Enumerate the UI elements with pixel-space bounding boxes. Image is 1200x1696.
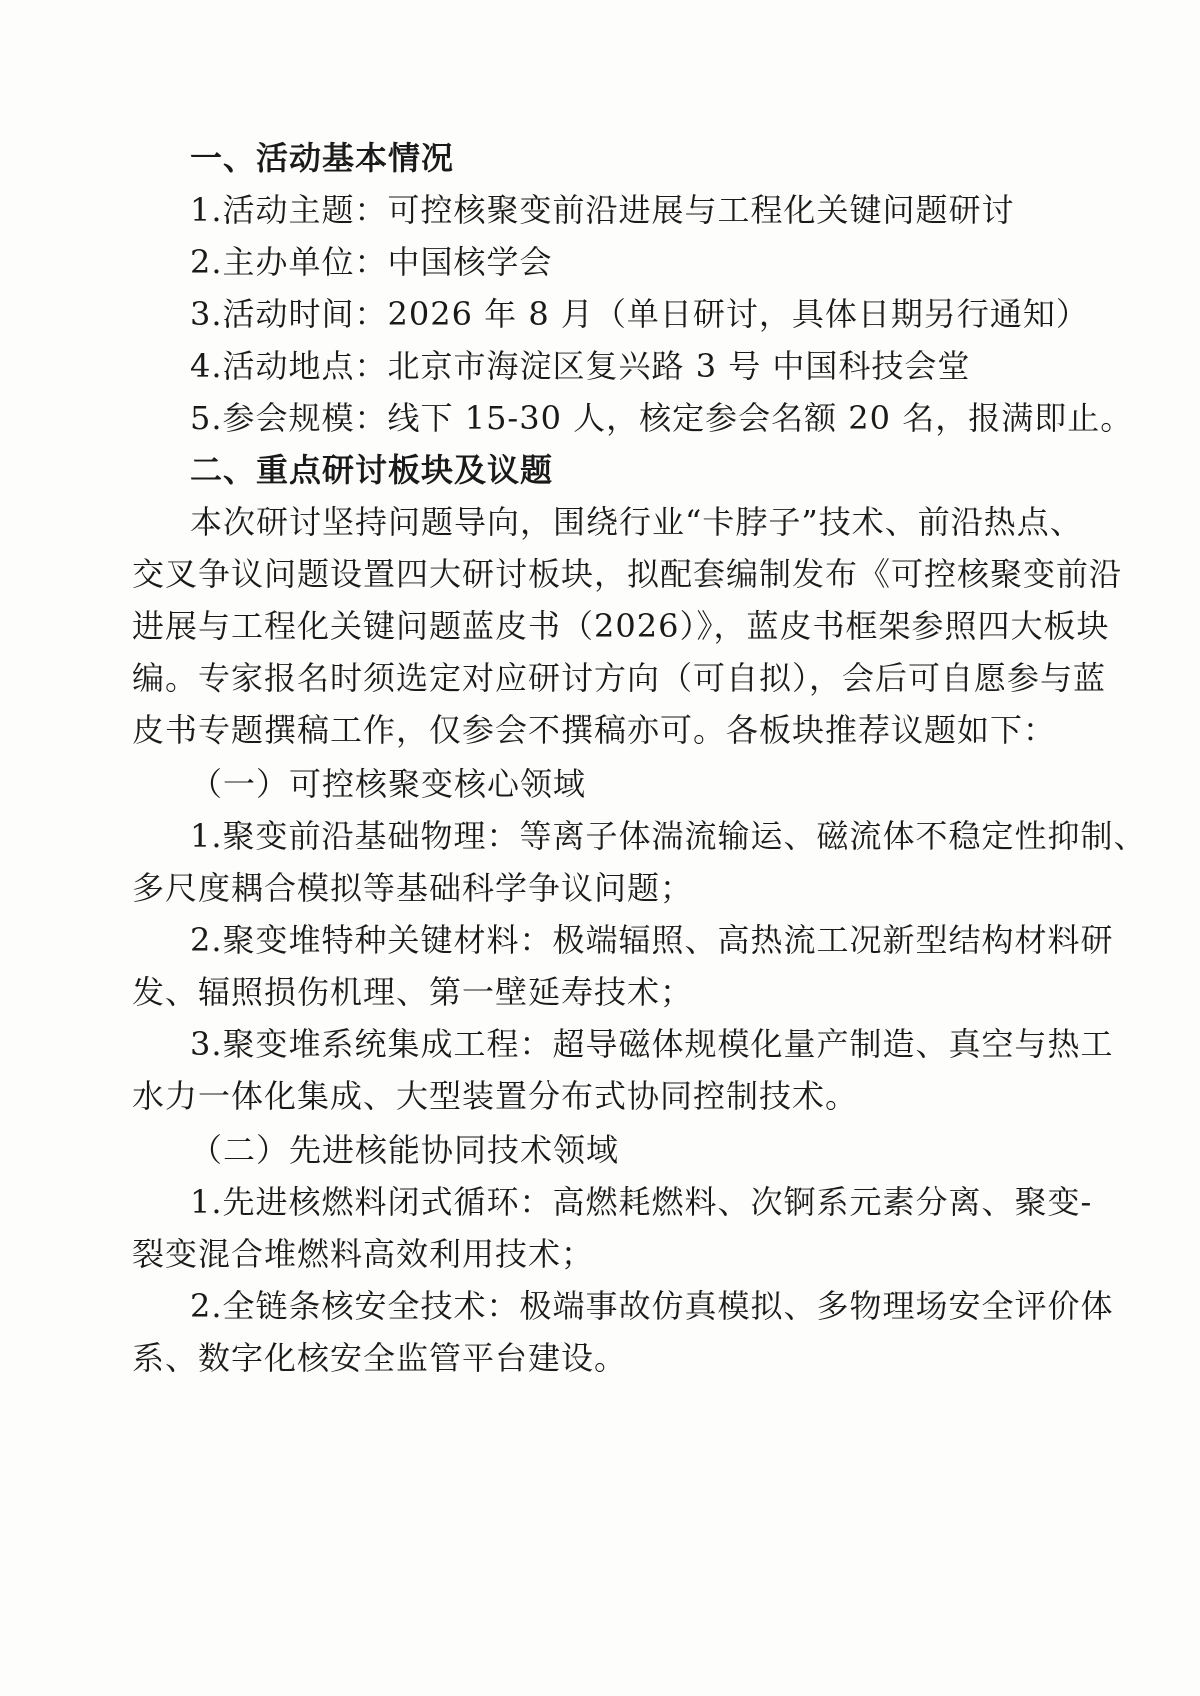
subsection-heading-fusion: （一）可控核聚变核心领域 xyxy=(190,765,587,803)
fusion-topic-line: 水力一体化集成、大型装置分布式协同控制技术。 xyxy=(132,1077,859,1115)
section-heading-basic-info: 一、活动基本情况 xyxy=(190,139,455,177)
activity-location: 4.活动地点：北京市海淀区复兴路 3 号 中国科技会堂 xyxy=(190,347,971,385)
activity-time: 3.活动时间：2026 年 8 月（单日研讨，具体日期另行通知） xyxy=(190,295,1089,333)
advanced-nuclear-topic-line: 裂变混合堆燃料高效利用技术； xyxy=(132,1235,595,1273)
fusion-topic-line: 发、辐照损伤机理、第一壁延寿技术； xyxy=(132,973,694,1011)
advanced-nuclear-topic-line: 1.先进核燃料闭式循环：高燃耗燃料、次锕系元素分离、聚变- xyxy=(190,1183,1093,1221)
intro-paragraph-line: 编。专家报名时须选定对应研讨方向（可自拟），会后可自愿参与蓝 xyxy=(132,659,1107,697)
fusion-topic-line: 2.聚变堆特种关键材料：极端辐照、高热流工况新型结构材料研 xyxy=(190,921,1114,959)
intro-paragraph-line: 本次研讨坚持问题导向，围绕行业“卡脖子”技术、前沿热点、 xyxy=(190,503,1083,541)
intro-paragraph-line: 进展与工程化关键问题蓝皮书（2026）》，蓝皮书框架参照四大板块 xyxy=(132,607,1110,645)
fusion-topic-line: 3.聚变堆系统集成工程：超导磁体规模化量产制造、真空与热工 xyxy=(190,1025,1114,1063)
fusion-topic-line: 1.聚变前沿基础物理：等离子体湍流输运、磁流体不稳定性抑制、 xyxy=(190,817,1147,855)
participant-scale: 5.参会规模：线下 15-30 人，核定参会名额 20 名，报满即止。 xyxy=(190,399,1134,437)
section-heading-topics: 二、重点研讨板块及议题 xyxy=(190,451,554,489)
advanced-nuclear-topic-line: 系、数字化核安全监管平台建设。 xyxy=(132,1339,628,1377)
intro-paragraph-line: 皮书专题撰稿工作，仅参会不撰稿亦可。各板块推荐议题如下： xyxy=(132,711,1057,749)
activity-topic: 1.活动主题：可控核聚变前沿进展与工程化关键问题研讨 xyxy=(190,191,1015,229)
intro-paragraph-line: 交叉争议问题设置四大研讨板块，拟配套编制发布《可控核聚变前沿 xyxy=(132,555,1123,593)
advanced-nuclear-topic-line: 2.全链条核安全技术：极端事故仿真模拟、多物理场安全评价体 xyxy=(190,1287,1114,1325)
organizer: 2.主办单位：中国核学会 xyxy=(190,243,553,281)
fusion-topic-line: 多尺度耦合模拟等基础科学争议问题； xyxy=(132,869,694,907)
subsection-heading-advanced-nuclear: （二）先进核能协同技术领域 xyxy=(190,1131,620,1169)
